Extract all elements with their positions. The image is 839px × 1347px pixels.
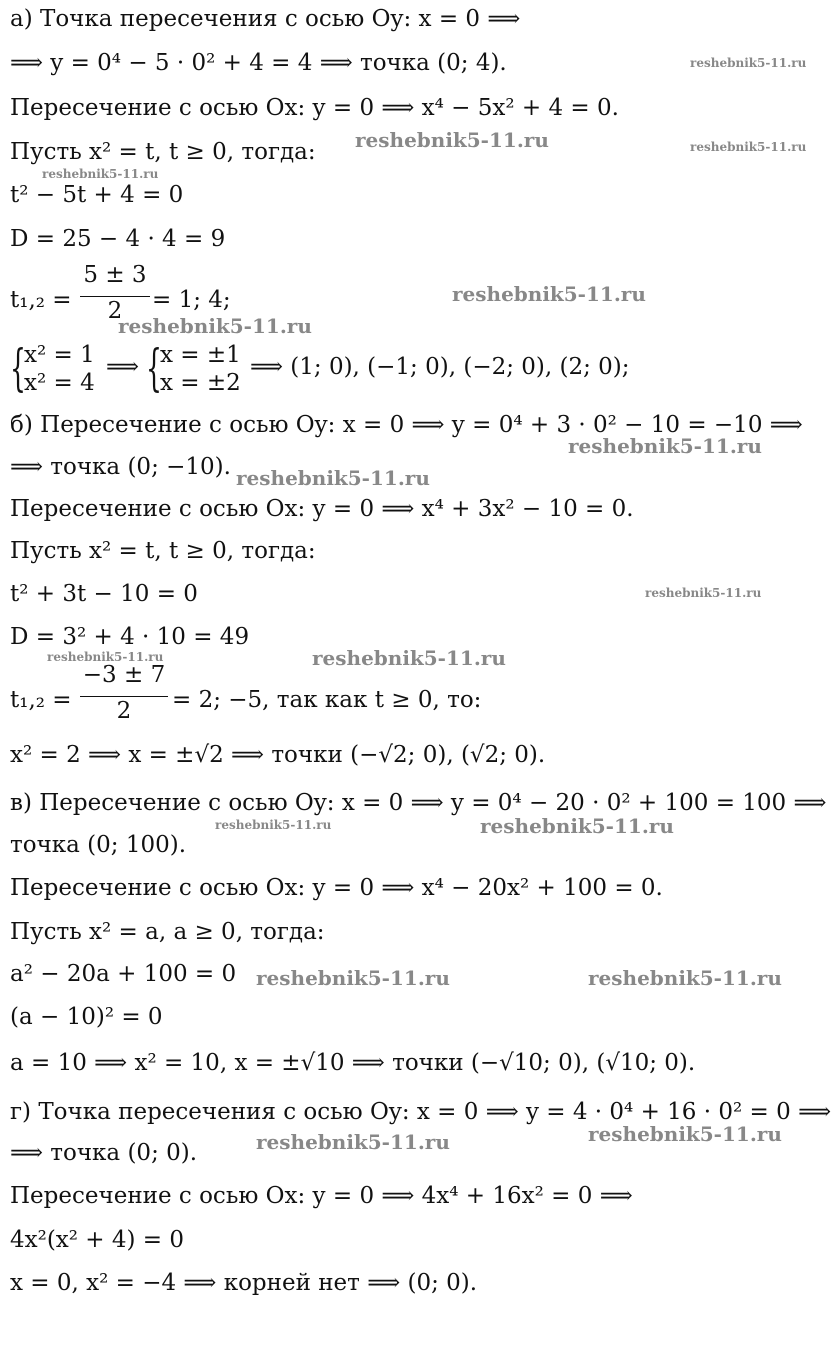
system-brace-left: { xyxy=(10,339,26,397)
watermark: reshebnik5-11.ru xyxy=(312,646,506,670)
fraction-b xyxy=(80,662,168,732)
line-b-1: б) Пересечение с осью Oy: x = 0 ⟹ y = 0⁴ + 3 · 0² − 10 = −10 ⟹ xyxy=(10,412,803,438)
fraction-b-numerator: −3 ± 7 xyxy=(82,662,166,688)
watermark: reshebnik5-11.ru xyxy=(690,140,807,154)
line-c-2: точка (0; 100). xyxy=(10,832,187,858)
line-a-3: Пересечение с осью Ox: y = 0 ⟹ x⁴ − 5x² + 4 = 0. xyxy=(10,95,619,121)
line-b-2: ⟹ точка (0; −10). xyxy=(10,454,231,480)
fraction-a-numerator: 5 ± 3 xyxy=(83,262,147,288)
watermark: reshebnik5-11.ru xyxy=(480,814,674,838)
line-d-2: ⟹ точка (0; 0). xyxy=(10,1140,198,1166)
line-c-3: Пересечение с осью Ox: y = 0 ⟹ x⁴ − 20x² + 100 = 0. xyxy=(10,875,663,901)
fraction-b-denominator: 2 xyxy=(116,698,132,724)
line-a-6: D = 25 − 4 · 4 = 9 xyxy=(10,226,226,252)
line-d-1: г) Точка пересечения с осью Oy: x = 0 ⟹ y = 4 · 0⁴ + 16 · 0² = 0 ⟹ xyxy=(10,1099,832,1125)
system-left-top: x² = 1 xyxy=(24,342,95,368)
watermark: reshebnik5-11.ru xyxy=(256,966,450,990)
system-arrow: ⟹ xyxy=(106,354,139,380)
watermark: reshebnik5-11.ru xyxy=(42,167,159,181)
watermark: reshebnik5-11.ru xyxy=(690,56,807,70)
line-c-7: a = 10 ⟹ x² = 10, x = ±√10 ⟹ точки (−√10; 0), (√10; 0). xyxy=(10,1050,696,1076)
fraction-a-bar xyxy=(80,296,150,297)
line-d-5: x = 0, x² = −4 ⟹ корней нет ⟹ (0; 0). xyxy=(10,1270,478,1296)
watermark: reshebnik5-11.ru xyxy=(588,1122,782,1146)
line-c-1: в) Пересечение с осью Oy: x = 0 ⟹ y = 0⁴ − 20 · 0² + 100 = 100 ⟹ xyxy=(10,790,827,816)
line-c-6: (a − 10)² = 0 xyxy=(10,1004,163,1030)
line-a-7-lhs: t₁,₂ = xyxy=(10,287,72,313)
watermark: reshebnik5-11.ru xyxy=(256,1130,450,1154)
line-c-4: Пусть x² = a, a ≥ 0, тогда: xyxy=(10,919,325,945)
watermark: reshebnik5-11.ru xyxy=(568,434,762,458)
line-b-7-lhs: t₁,₂ = xyxy=(10,687,72,713)
line-a-4: Пусть x² = t, t ≥ 0, тогда: xyxy=(10,139,316,165)
watermark: reshebnik5-11.ru xyxy=(215,818,332,832)
line-b-6: D = 3² + 4 · 10 = 49 xyxy=(10,624,250,650)
line-a-9: ⟹ (1; 0), (−1; 0), (−2; 0), (2; 0); xyxy=(250,354,630,380)
watermark: reshebnik5-11.ru xyxy=(645,586,762,600)
fraction-b-bar xyxy=(80,696,168,697)
system-right-bottom: x = ±2 xyxy=(160,370,241,396)
watermark: reshebnik5-11.ru xyxy=(452,282,646,306)
line-a-7-rhs: = 1; 4; xyxy=(152,287,231,313)
system-brace-right: { xyxy=(146,339,162,397)
line-b-5: t² + 3t − 10 = 0 xyxy=(10,581,198,607)
watermark: reshebnik5-11.ru xyxy=(355,128,549,152)
line-b-7-rhs: = 2; −5, так как t ≥ 0, то: xyxy=(172,687,482,713)
system-right-top: x = ±1 xyxy=(160,342,241,368)
watermark: reshebnik5-11.ru xyxy=(47,650,164,664)
line-a-5: t² − 5t + 4 = 0 xyxy=(10,182,184,208)
line-a-1: а) Точка пересечения с осью Oy: x = 0 ⟹ xyxy=(10,6,521,32)
watermark: reshebnik5-11.ru xyxy=(236,466,430,490)
fraction-a-denominator: 2 xyxy=(107,298,123,324)
line-d-4: 4x²(x² + 4) = 0 xyxy=(10,1227,185,1253)
line-b-4: Пусть x² = t, t ≥ 0, тогда: xyxy=(10,538,316,564)
line-d-3: Пересечение с осью Ox: y = 0 ⟹ 4x⁴ + 16x² = 0 ⟹ xyxy=(10,1183,633,1209)
line-a-2: ⟹ y = 0⁴ − 5 · 0² + 4 = 4 ⟹ точка (0; 4). xyxy=(10,50,507,76)
watermark: reshebnik5-11.ru xyxy=(588,966,782,990)
line-b-3: Пересечение с осью Ox: y = 0 ⟹ x⁴ + 3x² − 10 = 0. xyxy=(10,496,634,522)
line-c-5: a² − 20a + 100 = 0 xyxy=(10,961,237,987)
line-b-8: x² = 2 ⟹ x = ±√2 ⟹ точки (−√2; 0), (√2; 0). xyxy=(10,742,546,768)
system-left-bottom: x² = 4 xyxy=(24,370,95,396)
watermark: reshebnik5-11.ru xyxy=(118,314,312,338)
